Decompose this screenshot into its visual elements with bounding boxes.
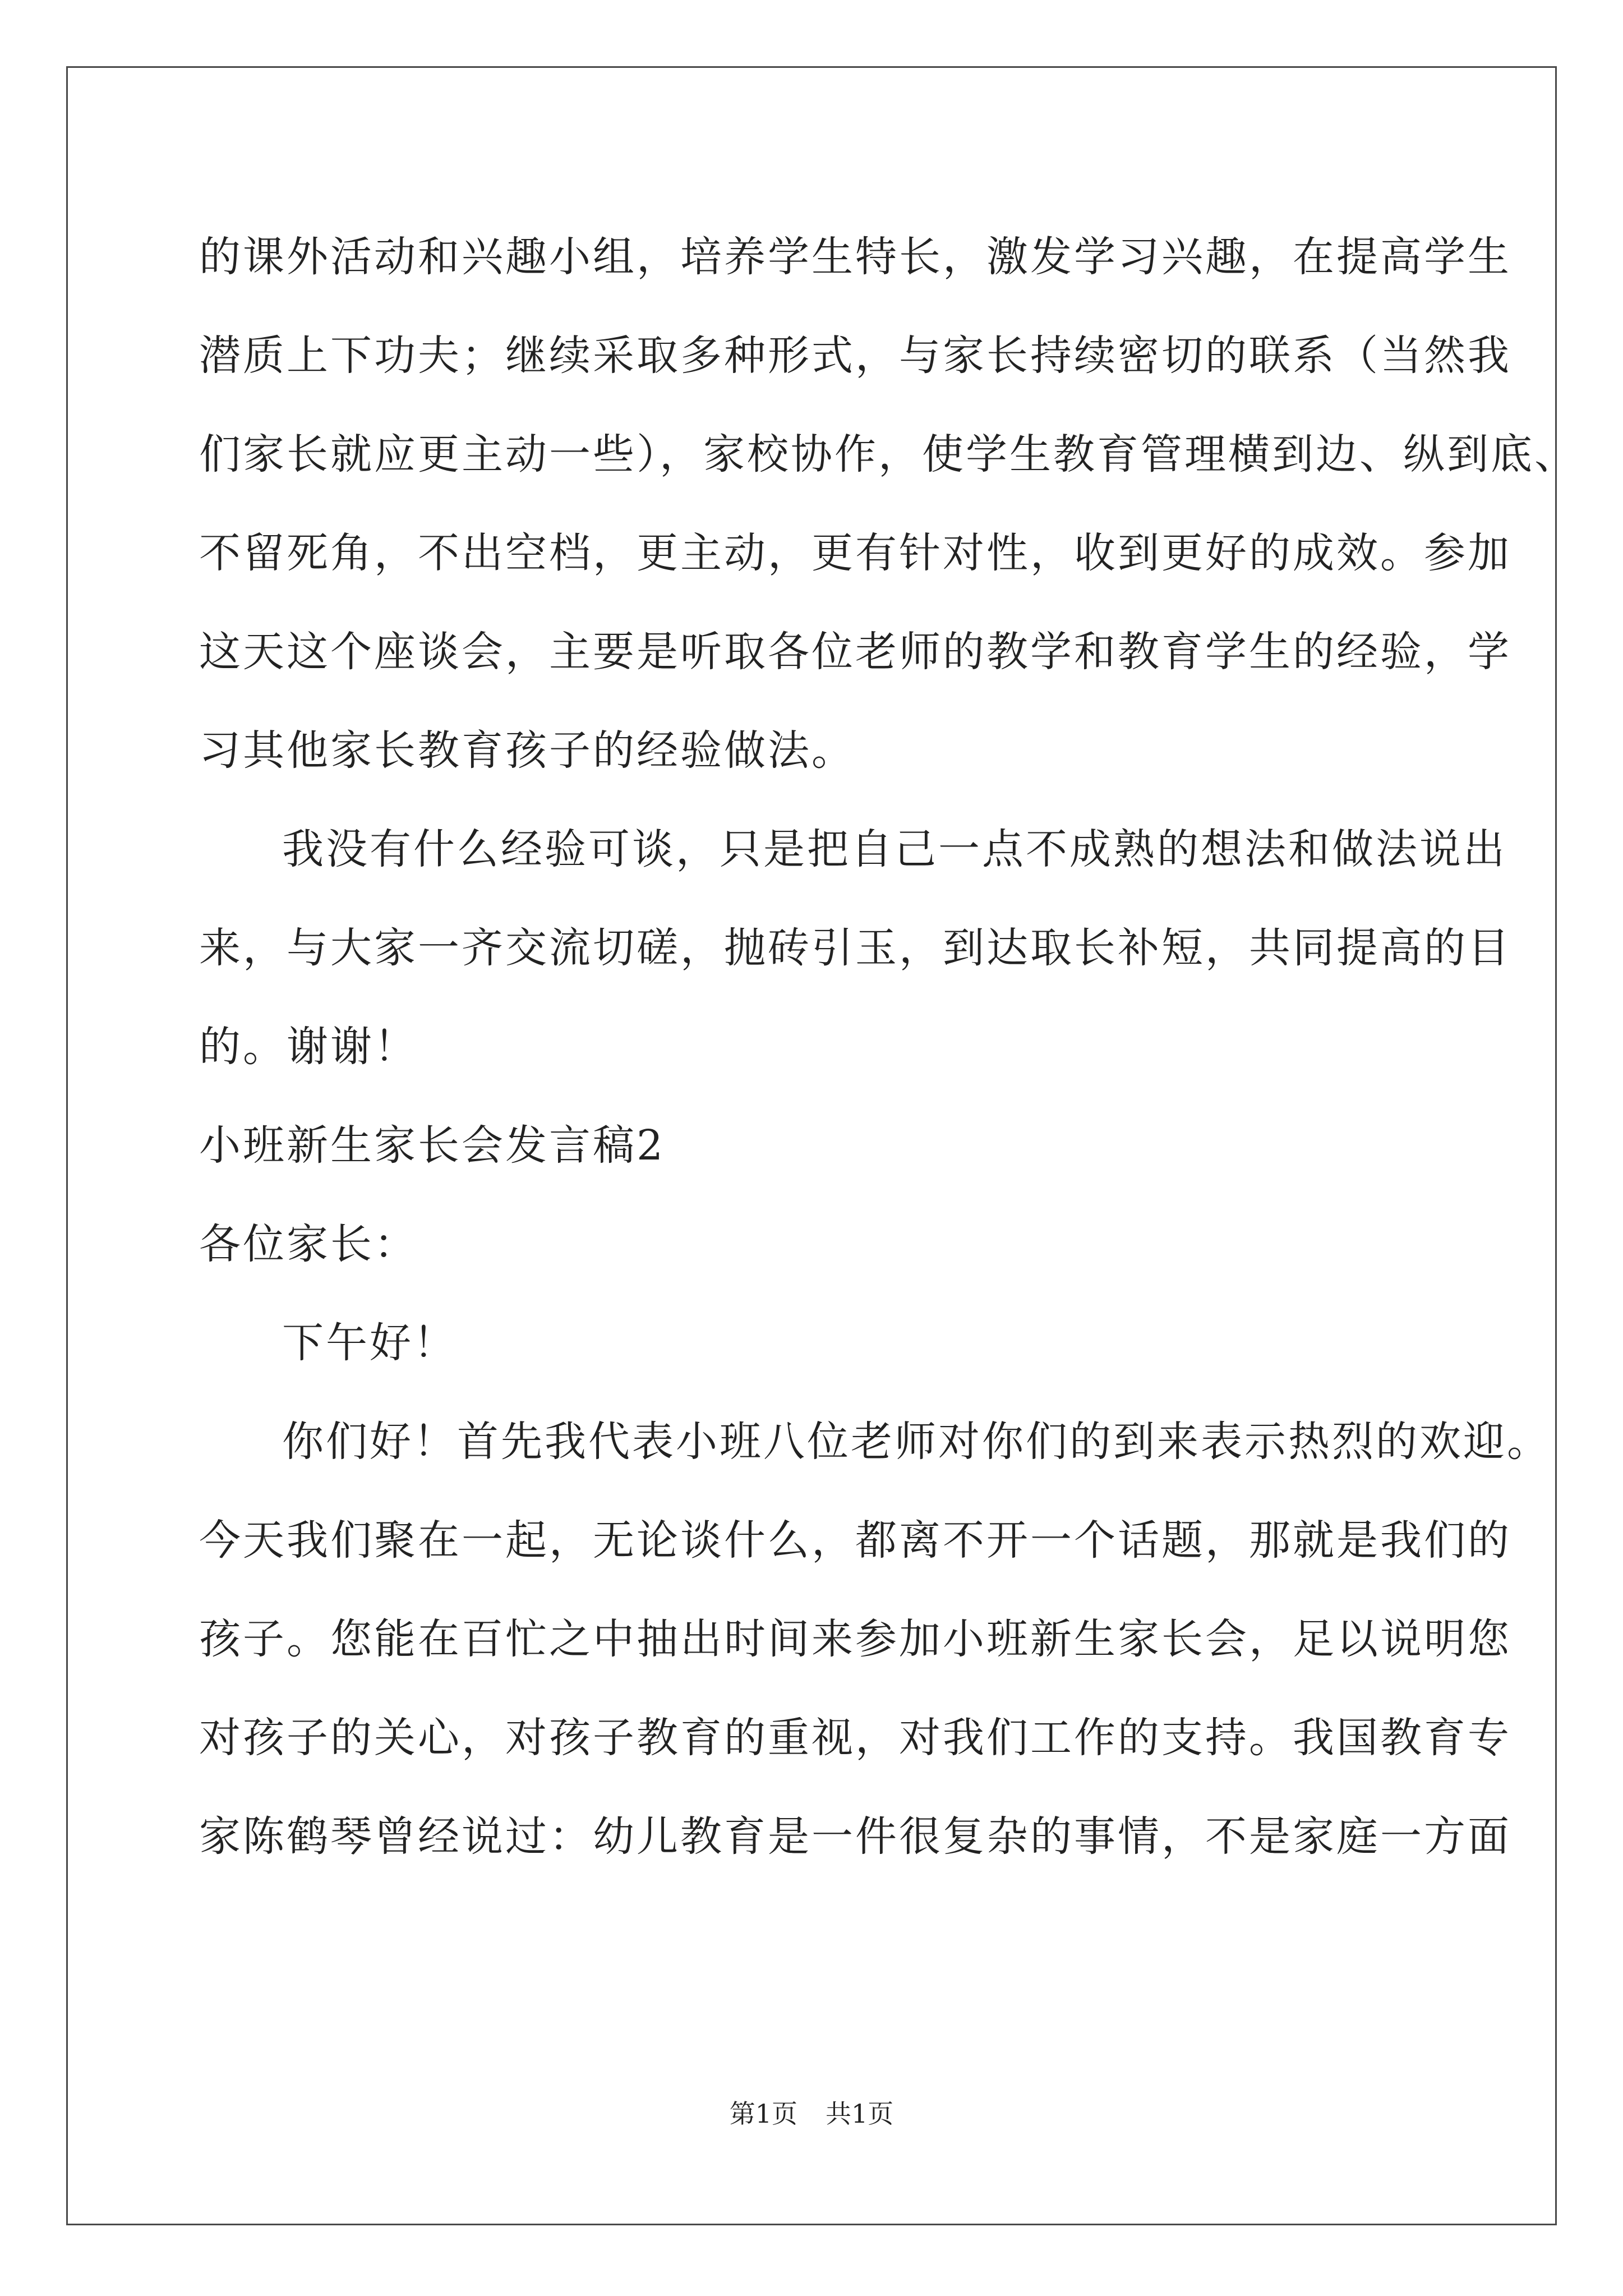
text-line: 习其他家长教育孩子的经验做法。 bbox=[199, 726, 855, 775]
page-number-total: 共1页 bbox=[826, 2099, 894, 2129]
page-number-current: 第1页 bbox=[729, 2099, 797, 2129]
text-line: 来，与大家一齐交流切磋，抛砖引玉，到达取长补短，共同提高的目 bbox=[199, 924, 1511, 972]
paragraph-start-line: 你们好！首先我代表小班八位老师对你们的到来表示热烈的欢迎。 bbox=[282, 1418, 1551, 1466]
text-line: 对孩子的关心，对孩子教育的重视，对我们工作的支持。我国教育专 bbox=[199, 1714, 1511, 1762]
text-line: 今天我们聚在一起，无论谈什么，都离不开一个话题，那就是我们的 bbox=[199, 1516, 1511, 1565]
text-line: 的课外活动和兴趣小组，培养学生特长，激发学习兴趣，在提高学生 bbox=[199, 233, 1511, 281]
text-line: 不留死角，不出空档，更主动，更有针对性，收到更好的成效。参加 bbox=[199, 529, 1511, 577]
paragraph-start-line: 我没有什么经验可谈，只是把自己一点不成熟的想法和做法说出 bbox=[282, 825, 1507, 873]
section-heading: 小班新生家长会发言稿2 bbox=[199, 1121, 666, 1170]
document-body bbox=[199, 208, 1578, 1886]
salutation: 各位家长： bbox=[199, 1220, 418, 1268]
text-line: 的。谢谢！ bbox=[199, 1023, 418, 1071]
text-line: 们家长就应更主动一些），家校协作，使学生教育管理横到边、纵到底、 bbox=[199, 430, 1578, 478]
text-line: 潜质上下功夫；继续采取多种形式，与家长持续密切的联系（当然我 bbox=[199, 332, 1511, 380]
text-line: 这天这个座谈会，主要是听取各位老师的教学和教育学生的经验，学 bbox=[199, 628, 1511, 676]
greeting-line: 下午好！ bbox=[282, 1319, 457, 1367]
page-footer bbox=[0, 2097, 1623, 2131]
text-line: 家陈鹤琴曾经说过：幼儿教育是一件很复杂的事情，不是家庭一方面 bbox=[199, 1812, 1511, 1861]
text-line: 孩子。您能在百忙之中抽出时间来参加小班新生家长会，足以说明您 bbox=[199, 1615, 1511, 1663]
